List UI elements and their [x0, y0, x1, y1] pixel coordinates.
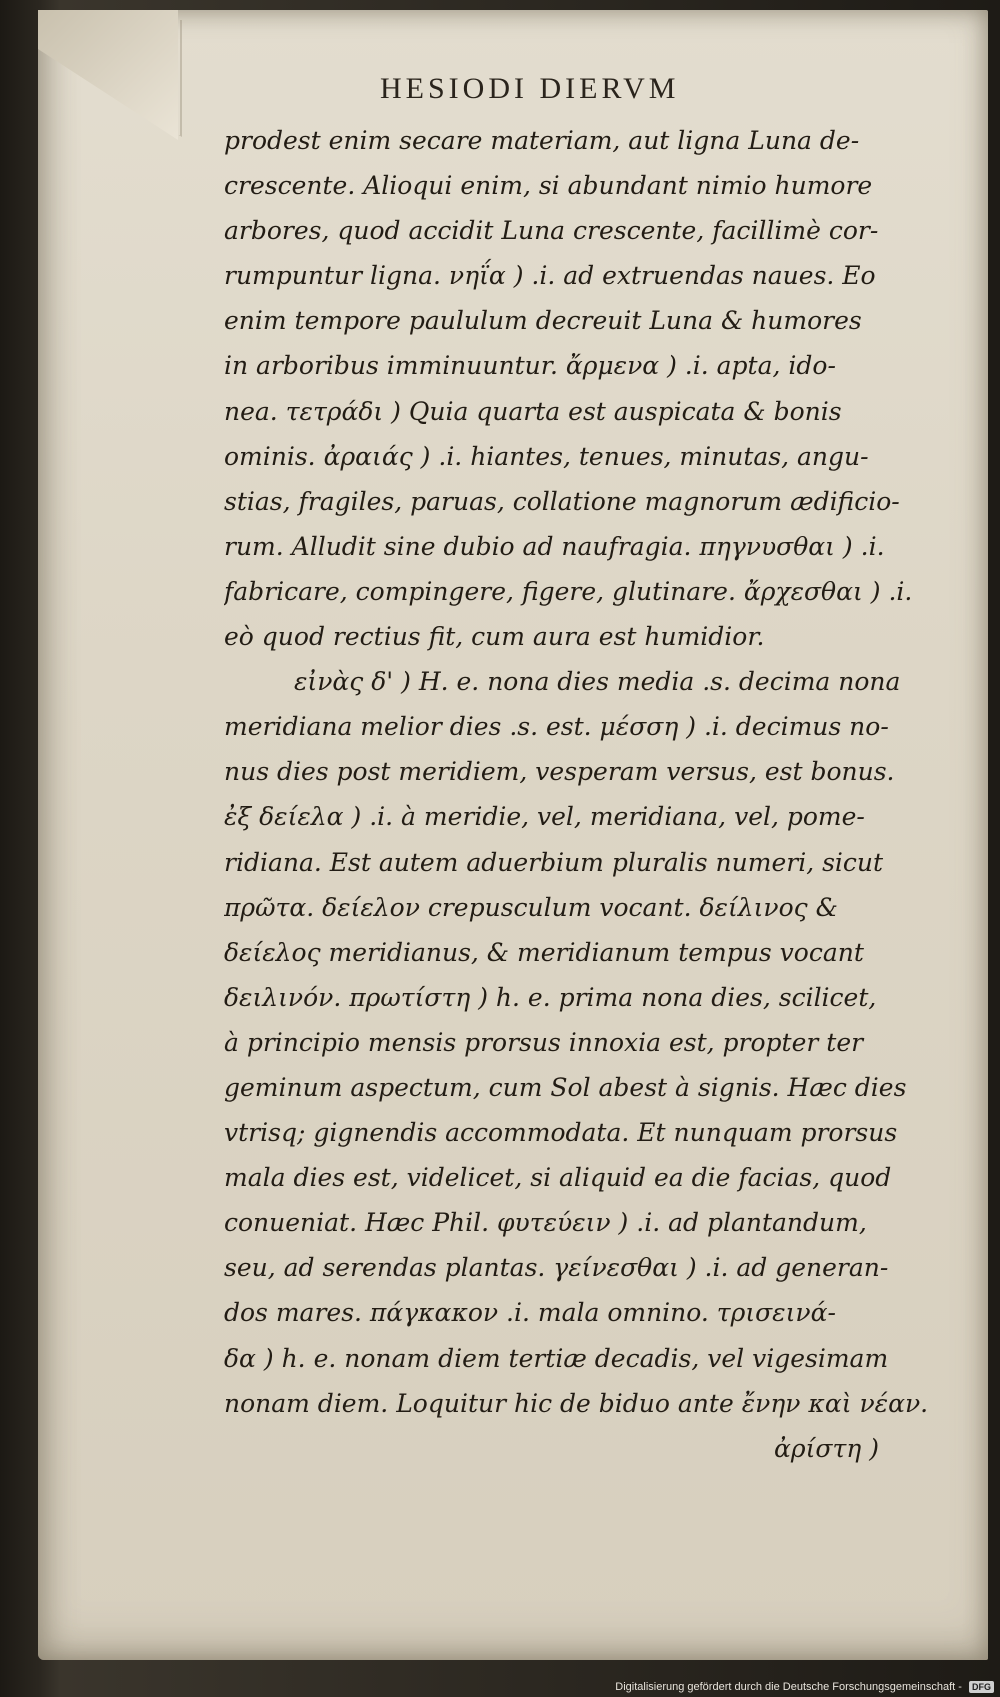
text-line: δείελος meridianus, & meridianum tempus vocant: [224, 937, 864, 967]
text-line: fabricare, compingere, figere, glutinare. ἄρχεσθαι ) .i.: [224, 576, 913, 606]
text-line: ridiana. Est autem aduerbium pluralis numeri, sicut: [224, 847, 884, 877]
text-line: vtrisq; gignendis accommodata. Et nunquam prorsus: [224, 1118, 898, 1148]
text-line: in arboribus imminuuntur. ἄρμενα ) .i. apta, ido-: [224, 351, 836, 381]
text-line: seu, ad serendas plantas. γείνεσθαι ) .i. ad generan-: [224, 1253, 889, 1283]
text-line: crescente. Alioqui enim, si abundant nimio humore: [224, 171, 873, 201]
text-line: arbores, quod accidit Luna crescente, facillimè cor-: [224, 216, 879, 246]
text-line: rum. Alludit sine dubio ad naufragia. πηγνυσθαι ) .i.: [224, 531, 885, 561]
text-line: geminum aspectum, cum Sol abest à signis. Hæc dies: [224, 1072, 907, 1102]
text-line: conueniat. Hæc Phil. φυτεύειν ) .i. ad plantandum,: [224, 1208, 867, 1238]
text-line: prodest enim secare materiam, aut ligna Luna de-: [224, 126, 860, 155]
digitization-footer: [0, 1681, 1000, 1693]
text-line: ἐξ δείελα ) .i. à meridie, vel, meridiana, vel, pome-: [224, 802, 865, 832]
paragraph-start-line: εἰνὰς δ' ) H. e. nona dies media .s. decima nona: [294, 667, 901, 697]
text-line: mala dies est, videlicet, si aliquid ea die facias, quod: [224, 1163, 892, 1193]
running-head: HESIODI DIERVM: [380, 72, 680, 105]
text-line: nea. τετράδι ) Quia quarta est auspicata & bonis: [224, 396, 842, 426]
text-line: stias, fragiles, paruas, collatione magnorum ædificio-: [224, 486, 900, 516]
body-text: [224, 118, 959, 1471]
text-line: πρῶτα. δείελον crepusculum vocant. δείλινος &: [224, 892, 838, 922]
text-line: rumpuntur ligna. νηΐα ) .i. ad extruendas naues. Eo: [224, 261, 876, 291]
text-line: enim tempore paululum decreuit Luna & humores: [224, 306, 862, 336]
text-line: nus dies post meridiem, vesperam versus, est bonus.: [224, 757, 895, 787]
footer-credit: Digitalisierung gefördert durch die Deutsche Forschungsgemeinschaft -: [615, 1681, 962, 1693]
text-line: δα ) h. e. nonam diem tertiæ decadis, vel vigesimam: [224, 1343, 889, 1373]
text-line: nonam diem. Loquitur hic de biduo ante ἔνην καὶ νέαν.: [224, 1388, 929, 1418]
text-line: dos mares. πάγκακον .i. mala omnino. τρισεινά-: [224, 1298, 836, 1328]
dfg-logo-icon: DFG: [969, 1681, 994, 1693]
catchword-line: ἀρίστη ): [774, 1433, 879, 1463]
text-line: à principio mensis prorsus innoxia est, propter ter: [224, 1027, 864, 1057]
text-line: δειλινόν. πρωτίστη ) h. e. prima nona dies, scilicet,: [224, 982, 877, 1012]
text-line: eò quod rectius fit, cum aura est humidior.: [224, 622, 765, 652]
text-line: ominis. ἀραιάς ) .i. hiantes, tenues, minutas, angu-: [224, 441, 869, 471]
text-line: meridiana melior dies .s. est. μέσση ) .i. decimus no-: [224, 712, 889, 742]
